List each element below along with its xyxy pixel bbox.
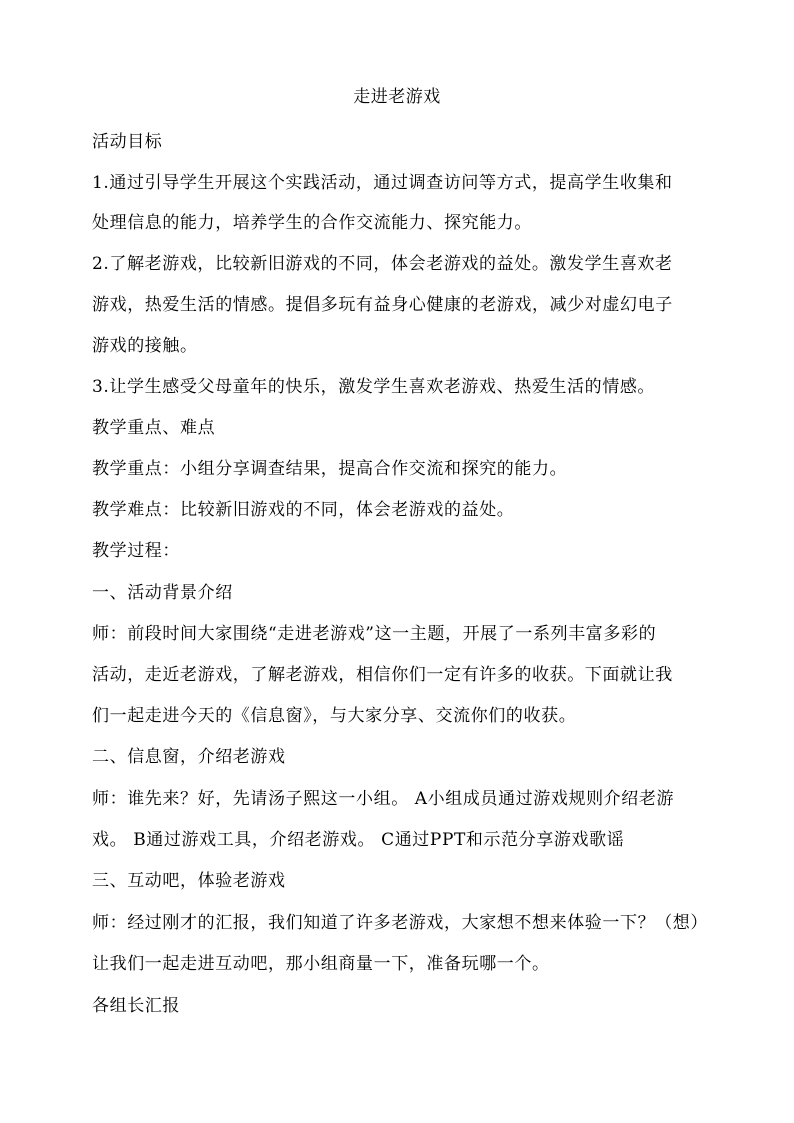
section-heading-process: 教学过程：	[92, 541, 180, 561]
paragraph-line: 游戏，热爱生活的情感。提倡多玩有益身心健康的老游戏，减少对虚幻电子	[92, 295, 673, 315]
paragraph-line: 各组长汇报	[92, 996, 180, 1016]
paragraph-line: 教学难点：比较新旧游戏的不同，体会老游戏的益处。	[92, 500, 515, 520]
paragraph-line: 师：经过刚才的汇报，我们知道了许多老游戏，大家想不想来体验一下？（想）	[92, 913, 708, 933]
paragraph-line: 3.让学生感受父母童年的快乐，激发学生喜欢老游戏、热爱生活的情感。	[92, 377, 656, 397]
section-heading-info-window: 二、信息窗，介绍老游戏	[92, 747, 286, 767]
paragraph-line: 师：谁先来？好，先请汤子熙这一小组。 A小组成员通过游戏规则介绍老游	[92, 789, 675, 809]
paragraph-line: 教学重点：小组分享调查结果，提高合作交流和探究的能力。	[92, 459, 568, 479]
paragraph-line: 1.通过引导学生开展这个实践活动，通过调查访问等方式，提高学生收集和	[92, 173, 673, 193]
section-heading-key-points: 教学重点、难点	[92, 418, 216, 438]
paragraph-line: 师：前段时间大家围绕“走进老游戏”这一主题，开展了一系列丰富多彩的	[92, 624, 657, 644]
paragraph-line: 2.了解老游戏，比较新旧游戏的不同，体会老游戏的益处。激发学生喜欢老	[92, 254, 673, 274]
paragraph-line: 戏。 B通过游戏工具，介绍老游戏。 C通过PPT和示范分享游戏歌谣	[92, 830, 625, 850]
section-heading-goals: 活动目标	[92, 132, 163, 152]
paragraph-line: 让我们一起走进互动吧，那小组商量一下，准备玩哪一个。	[92, 954, 550, 974]
paragraph-line: 处理信息的能力，培养学生的合作交流能力、探究能力。	[92, 213, 532, 233]
section-heading-background: 一、活动背景介绍	[92, 583, 233, 603]
paragraph-line: 们一起走进今天的《信息窗》，与大家分享、交流你们的收获。	[92, 706, 577, 726]
section-heading-interaction: 三、互动吧，体验老游戏	[92, 871, 286, 891]
document-title: 走进老游戏	[353, 87, 441, 107]
paragraph-line: 活动，走近老游戏，了解老游戏，相信你们一定有许多的收获。下面就让我	[92, 665, 673, 685]
paragraph-line: 游戏的接触。	[92, 336, 198, 356]
